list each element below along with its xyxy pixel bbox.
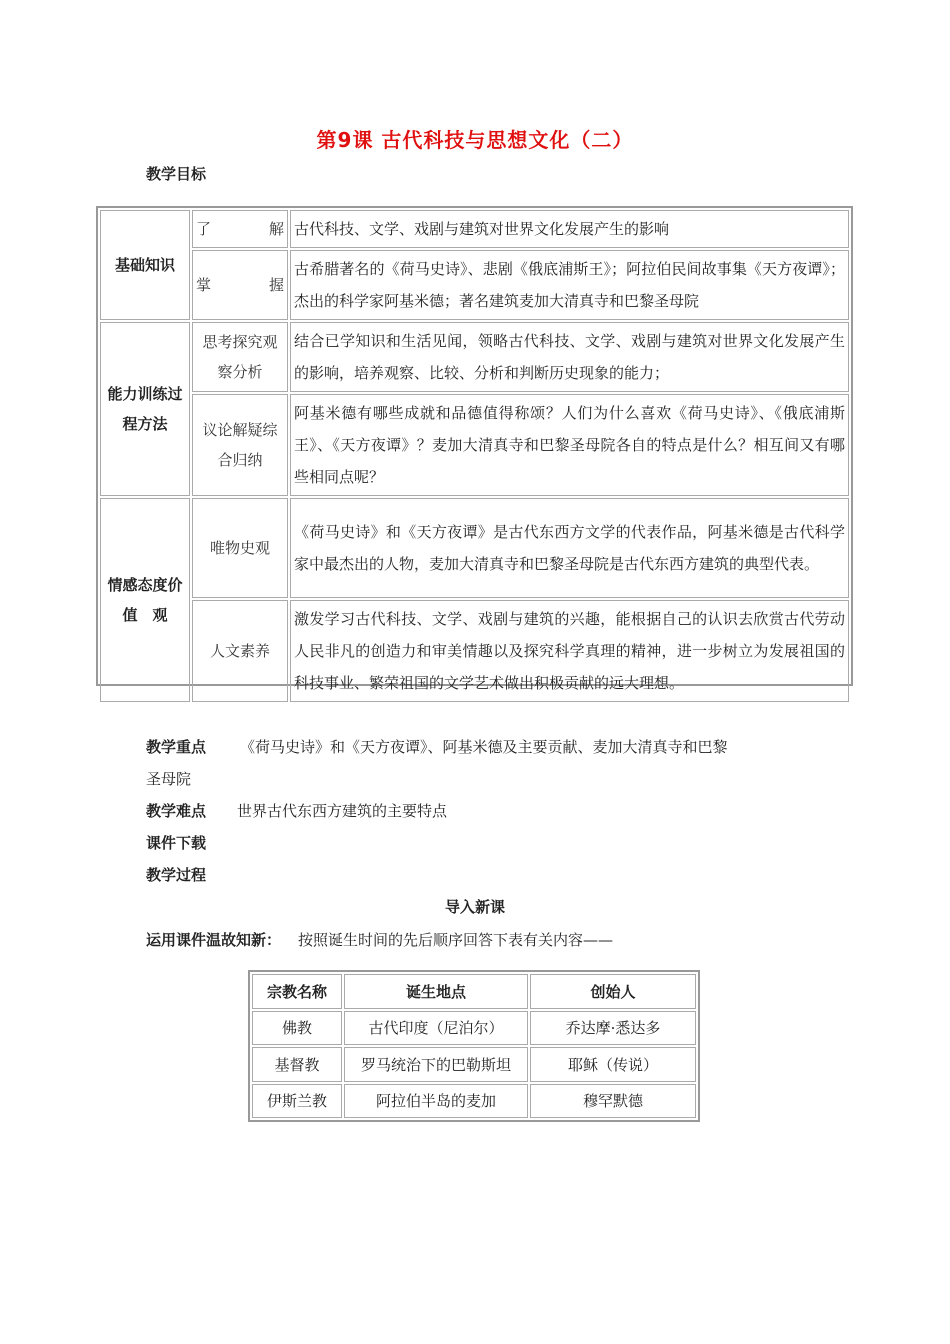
goal-content-cell: 古希腊著名的《荷马史诗》、悲剧《俄底浦斯王》；阿拉伯民间故事集《天方夜谭》；杰出的科学家阿基米德；著名建筑麦加大清真寺和巴黎圣母院 xyxy=(290,250,849,320)
subcategory-cell: 了 解 xyxy=(192,210,288,248)
table-cell: 伊斯兰教 xyxy=(252,1084,342,1119)
column-header: 诞生地点 xyxy=(344,974,528,1009)
teaching-goals-table xyxy=(96,206,853,692)
teaching-process-heading: 教学过程 xyxy=(146,866,207,884)
subcategory-cell: 思考探究观察分析 xyxy=(192,322,288,392)
review-text: 按照诞生时间的先后顺序回答下表有关内容—— xyxy=(298,931,614,949)
goal-content-cell: 古代科技、文学、戏剧与建筑对世界文化发展产生的影响 xyxy=(290,210,849,248)
difficult-points-text: 世界古代东西方建筑的主要特点 xyxy=(237,802,448,820)
category-cell: 能力训练过程方法 xyxy=(100,322,190,496)
goals-heading: 教学目标 xyxy=(146,165,207,183)
review-label: 运用课件温故知新： xyxy=(146,931,282,949)
key-points-text-continued: 圣母院 xyxy=(146,770,192,788)
table-cell: 基督教 xyxy=(252,1047,342,1082)
subcategory-cell: 唯物史观 xyxy=(192,498,288,598)
difficult-points-label: 教学难点 xyxy=(146,802,207,820)
goal-content-cell: 阿基米德有哪些成就和品德值得称颂？人们为什么喜欢《荷马史诗》、《俄底浦斯王》、《天方夜谭》？麦加大清真寺和巴黎圣母院各自的特点是什么？相互间又有哪些相同点呢？ xyxy=(290,394,849,496)
key-points-label: 教学重点 xyxy=(146,738,207,756)
table-row xyxy=(252,1047,696,1082)
table-row xyxy=(252,1011,696,1046)
subcategory-cell: 掌 握 xyxy=(192,250,288,320)
category-cell: 基础知识 xyxy=(100,210,190,320)
table-cell: 穆罕默德 xyxy=(530,1084,696,1119)
religions-table xyxy=(248,970,700,1122)
subcategory-cell: 人文素养 xyxy=(192,600,288,702)
table-row xyxy=(252,1084,696,1119)
intro-heading: 导入新课 xyxy=(444,898,505,916)
lesson-title: 第9课 古代科技与思想文化（二） xyxy=(316,128,634,152)
table-cell: 罗马统治下的巴勒斯坦 xyxy=(344,1047,528,1082)
goal-content-cell: 结合已学知识和生活见闻，领略古代科技、文学、戏剧与建筑对世界文化发展产生的影响，培养观察、比较、分析和判断历史现象的能力； xyxy=(290,322,849,392)
table-cell: 阿拉伯半岛的麦加 xyxy=(344,1084,528,1119)
category-cell: 情感态度价值 观 xyxy=(100,498,190,702)
table-cell: 耶稣（传说） xyxy=(530,1047,696,1082)
subcategory-cell: 议论解疑综合归纳 xyxy=(192,394,288,496)
goal-content-cell: 《荷马史诗》和《天方夜谭》是古代东西方文学的代表作品，阿基米德是古代科学家中最杰出的人物，麦加大清真寺和巴黎圣母院是古代东西方建筑的典型代表。 xyxy=(290,498,849,598)
table-cell: 佛教 xyxy=(252,1011,342,1046)
key-points-text: 《荷马史诗》和《天方夜谭》、阿基米德及主要贡献、麦加大清真寺和巴黎 xyxy=(240,738,728,756)
column-header: 创始人 xyxy=(530,974,696,1009)
table-cell: 乔达摩·悉达多 xyxy=(530,1011,696,1046)
table-cell: 古代印度（尼泊尔） xyxy=(344,1011,528,1046)
courseware-download-link[interactable]: 课件下载 xyxy=(146,834,207,852)
column-header: 宗教名称 xyxy=(252,974,342,1009)
goal-content-cell: 激发学习古代科技、文学、戏剧与建筑的兴趣，能根据自己的认识去欣赏古代劳动人民非凡的创造力和审美情趣以及探究科学真理的精神，进一步树立为发展祖国的科技事业、繁荣祖国的文学艺术做出积极贡献的远大理想。 xyxy=(290,600,849,702)
